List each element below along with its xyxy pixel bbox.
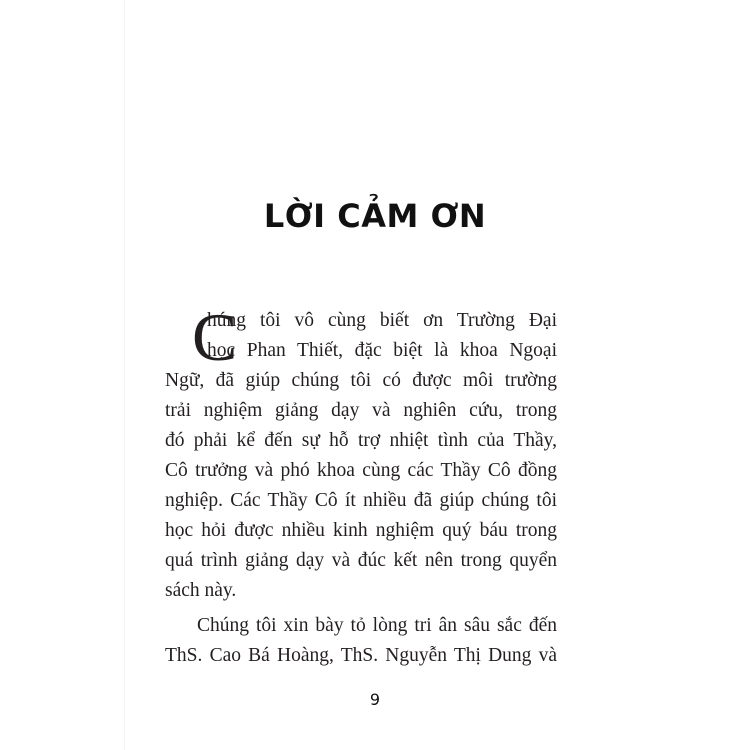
- text-line: Chúng tôi xin bày tỏ lòng tri ân sâu sắc đến: [197, 615, 557, 636]
- drop-cap: C: [192, 299, 238, 375]
- paragraph-1: [165, 299, 557, 606]
- text-line: sách này.: [165, 580, 237, 601]
- page-edge: [124, 0, 125, 750]
- text-line: nghiệp. Các Thầy Cô ít nhiều đã giúp chúng tôi: [165, 490, 557, 511]
- page-title: LỜI CẢM ƠN: [263, 197, 487, 235]
- text-line: Ngữ, đã giúp chúng tôi có được môi trường: [165, 370, 557, 391]
- text-line: quá trình giảng dạy và đúc kết nên trong quyển: [165, 550, 557, 571]
- body-text: [165, 299, 557, 671]
- text-line: đó phải kể đến sự hỗ trợ nhiệt tình của Thầy,: [165, 430, 557, 451]
- text-line: Cô trưởng và phó khoa cùng các Thầy Cô đồng: [165, 460, 557, 481]
- page-number: 9: [369, 690, 381, 709]
- paragraph-2: [165, 611, 557, 671]
- text-line: học hỏi được nhiều kinh nghiệm quý báu trong: [165, 520, 557, 541]
- text-line: ThS. Cao Bá Hoàng, ThS. Nguyễn Thị Dung và: [165, 645, 557, 666]
- text-line: học Phan Thiết, đặc biệt là khoa Ngoại: [207, 340, 557, 361]
- text-line: trải nghiệm giảng dạy và nghiên cứu, trong: [165, 400, 557, 421]
- text-line: húng tôi vô cùng biết ơn Trường Đại: [207, 310, 557, 331]
